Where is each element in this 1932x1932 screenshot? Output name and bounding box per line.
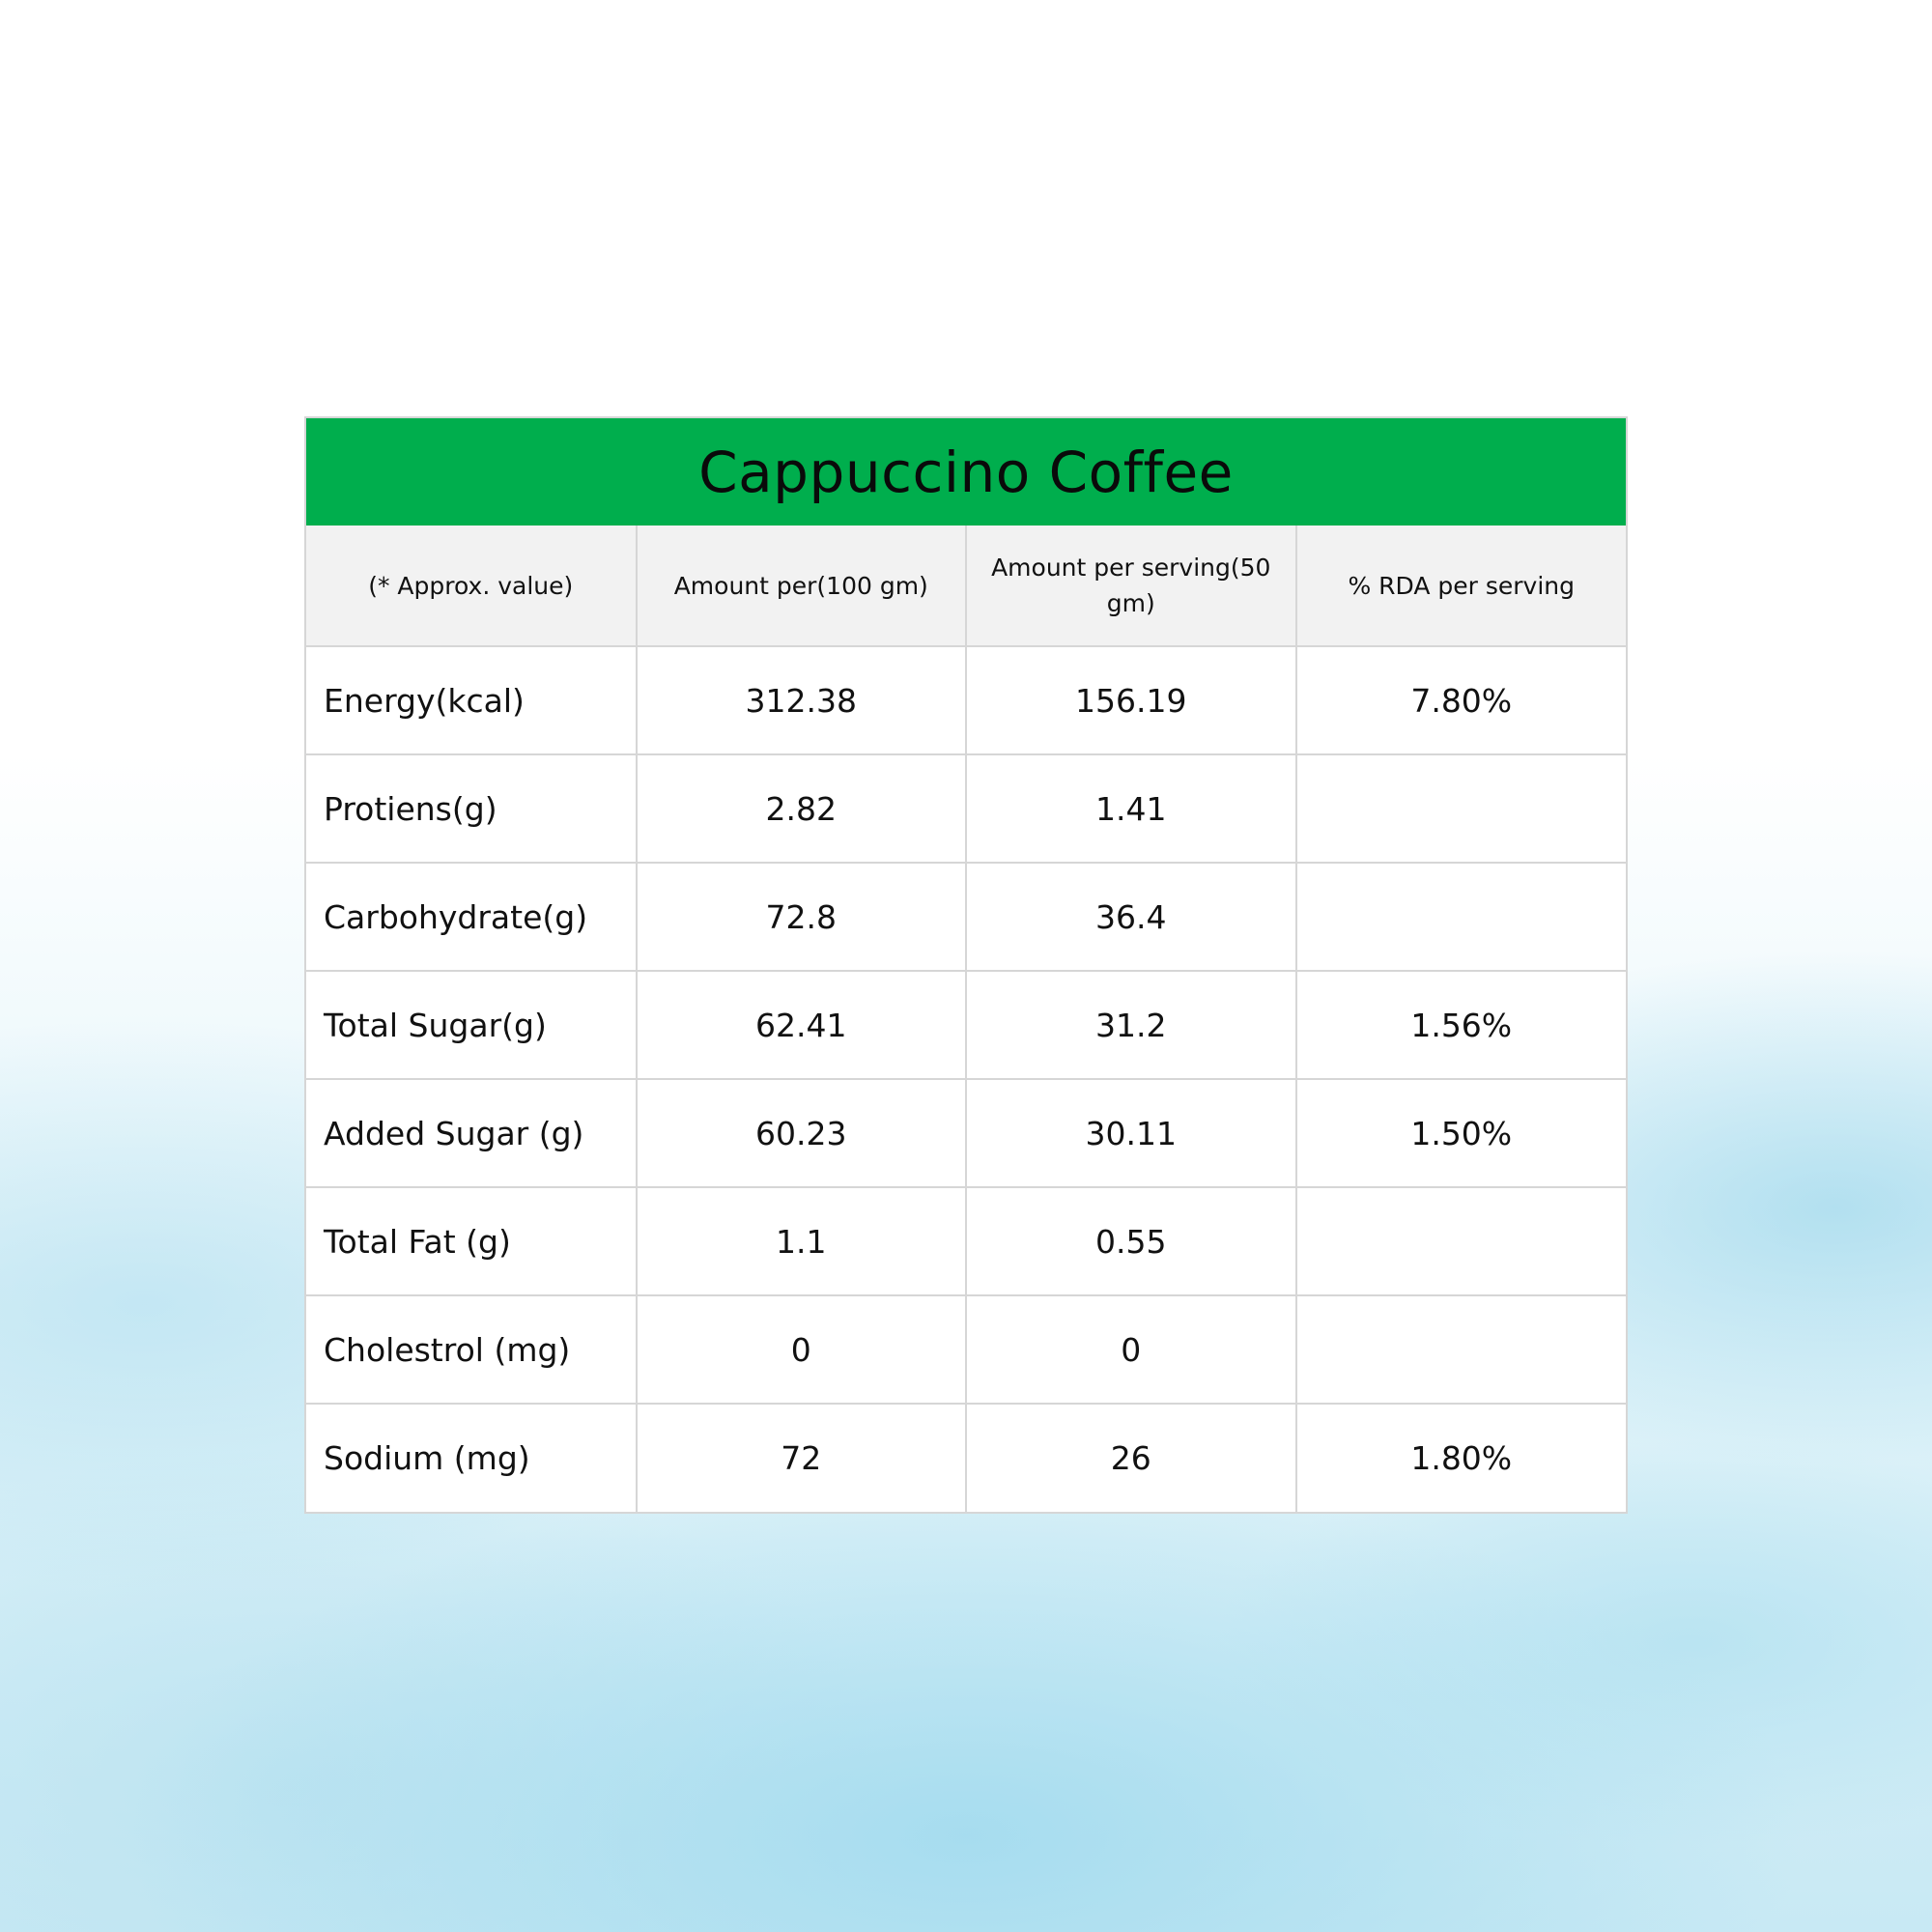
amount-per-100gm-cell: 60.23 <box>637 1079 967 1187</box>
amount-per-100gm-cell: 312.38 <box>637 646 967 754</box>
table-row <box>306 754 1626 863</box>
header-amount-per-serving: Amount per serving(50 gm) <box>966 526 1296 646</box>
table-row <box>306 971 1626 1079</box>
amount-per-100gm-cell: 72.8 <box>637 863 967 971</box>
title-bar <box>306 418 1626 526</box>
rda-cell <box>1296 1187 1627 1295</box>
table-row <box>306 1295 1626 1404</box>
rda-cell <box>1296 1295 1627 1404</box>
rda-cell: 7.80% <box>1296 646 1627 754</box>
nutrient-label: Total Sugar(g) <box>306 971 637 1079</box>
table-row <box>306 863 1626 971</box>
amount-per-serving-cell: 156.19 <box>966 646 1296 754</box>
nutrient-label: Energy(kcal) <box>306 646 637 754</box>
amount-per-serving-cell: 30.11 <box>966 1079 1296 1187</box>
header-rda-per-serving: % RDA per serving <box>1296 526 1627 646</box>
nutrient-label: Sodium (mg) <box>306 1404 637 1512</box>
nutrient-label: Added Sugar (g) <box>306 1079 637 1187</box>
nutrition-table-card <box>304 416 1628 1514</box>
amount-per-serving-cell: 36.4 <box>966 863 1296 971</box>
nutrient-label: Protiens(g) <box>306 754 637 863</box>
rda-cell: 1.56% <box>1296 971 1627 1079</box>
amount-per-serving-cell: 31.2 <box>966 971 1296 1079</box>
nutrient-label: Total Fat (g) <box>306 1187 637 1295</box>
table-row <box>306 1079 1626 1187</box>
rda-cell: 1.80% <box>1296 1404 1627 1512</box>
header-row <box>306 526 1626 646</box>
header-amount-per-100gm: Amount per(100 gm) <box>637 526 967 646</box>
amount-per-serving-cell: 0.55 <box>966 1187 1296 1295</box>
amount-per-serving-cell: 26 <box>966 1404 1296 1512</box>
nutrient-label: Carbohydrate(g) <box>306 863 637 971</box>
amount-per-100gm-cell: 1.1 <box>637 1187 967 1295</box>
table-row <box>306 1187 1626 1295</box>
header-approx-value: (* Approx. value) <box>306 526 637 646</box>
rda-cell: 1.50% <box>1296 1079 1627 1187</box>
table-row <box>306 646 1626 754</box>
rda-cell <box>1296 754 1627 863</box>
table-title: Cappuccino Coffee <box>698 439 1234 505</box>
amount-per-100gm-cell: 62.41 <box>637 971 967 1079</box>
amount-per-100gm-cell: 72 <box>637 1404 967 1512</box>
amount-per-serving-cell: 1.41 <box>966 754 1296 863</box>
table-row <box>306 1404 1626 1512</box>
rda-cell <box>1296 863 1627 971</box>
nutrient-label: Cholestrol (mg) <box>306 1295 637 1404</box>
nutrition-table <box>306 526 1626 1512</box>
amount-per-100gm-cell: 0 <box>637 1295 967 1404</box>
amount-per-serving-cell: 0 <box>966 1295 1296 1404</box>
amount-per-100gm-cell: 2.82 <box>637 754 967 863</box>
